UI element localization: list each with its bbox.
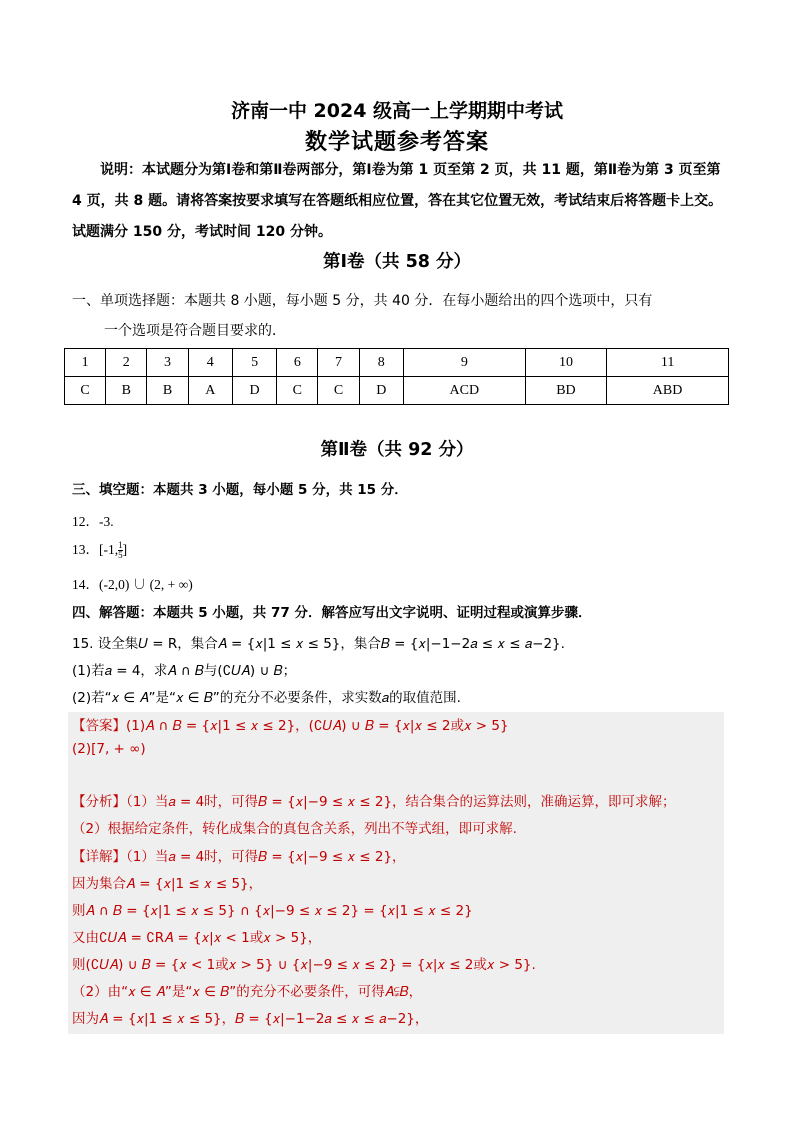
answer-line2: (2)[7, + ∞) [72, 741, 146, 757]
instructions-paragraph: 说明：本试题分为第Ⅰ卷和第Ⅱ卷两部分，第Ⅰ卷为第 1 页至第 2 页，共 11 题，第Ⅱ卷为第 3 页至第 4 页，共 8 题。请将答案按要求填写在答题纸相应位置，答在其它位置无效，考试结束后将答题卡上交。试题满分 150 分，考试时间 120 分钟。 [72, 162, 723, 240]
q15-part2: (2)若“𝑥 ∈ 𝐴”是“𝑥 ∈ 𝐵”的充分不必要条件，求实数𝑎的取值范围. [72, 690, 461, 706]
question-number-cell: 11 [607, 349, 729, 377]
analysis-line1 [72, 790, 676, 810]
answer-cell: ACD [403, 377, 525, 405]
answer-q13 [72, 538, 127, 560]
detail-tag: 【详解】 [72, 849, 126, 865]
question-number-cell: 5 [232, 349, 276, 377]
answer-cell: D [232, 377, 276, 405]
answer-text1: (1)𝐴 ∩ 𝐵 = {𝑥|1 ≤ 𝑥 ≤ 2}，(∁𝑈𝐴) ∪ 𝐵 = {𝑥|𝑥 ≤ 2或𝑥 > 5} [126, 718, 509, 734]
analysis-tag: 【分析】 [72, 794, 126, 810]
q15-stem: 15. 设全集𝑈 = R，集合𝐴 = {𝑥|1 ≤ 𝑥 ≤ 5}，集合𝐵 = {𝑥|−1−2𝑎 ≤ 𝑥 ≤ 𝑎−2}. [72, 636, 565, 652]
part2-heading: 第Ⅱ卷（共 92 分） [320, 440, 474, 460]
question-number-cell: 7 [318, 349, 359, 377]
answer-cell: A [188, 377, 232, 405]
answer-tag: 【答案】 [72, 718, 126, 734]
answer-cell: ABD [607, 377, 729, 405]
q13-fraction-denominator: 5 [118, 550, 123, 561]
part1-heading: 第Ⅰ卷（共 58 分） [322, 252, 472, 272]
choice-section-line2: 一个选项是符合题目要求的． [104, 323, 286, 339]
q15-part1: (1)若𝑎 = 4，求𝐴 ∩ 𝐵与(∁𝑈𝐴) ∪ 𝐵； [72, 663, 297, 679]
choice-section-heading [72, 286, 724, 346]
answer-cell: C [318, 377, 359, 405]
detail-line6: （2）由“𝑥 ∈ 𝐴”是“𝑥 ∈ 𝐵”的充分不必要条件，可得𝐴⫋𝐵， [72, 984, 423, 1000]
answer-q14: 14．(-2,0) ∪ (2, + ∞) [72, 577, 193, 592]
choice-section-line1: 一、单项选择题：本题共 8 小题，每小题 5 分，共 40 分．在每小题给出的四个选项中，只有 [72, 293, 653, 309]
detail-text1: （1）当𝑎 = 4时，可得𝐵 = {𝑥|−9 ≤ 𝑥 ≤ 2}， [126, 849, 406, 865]
detail-line1 [72, 845, 406, 865]
analysis-line2: （2）根据给定条件，转化成集合的真包含关系，列出不等式组，即可求解. [72, 821, 517, 837]
question-number-cell: 1 [65, 349, 106, 377]
question-number-cell: 2 [106, 349, 147, 377]
fill-section-heading: 三、填空题：本题共 3 小题，每小题 5 分，共 15 分． [72, 482, 408, 498]
q13-fraction-numerator: 1 [118, 540, 123, 551]
question-number-cell: 8 [359, 349, 403, 377]
answer-cell: C [277, 377, 318, 405]
q13-suffix: ] [122, 542, 128, 557]
answer-cell: D [359, 377, 403, 405]
answer-cell: C [65, 377, 106, 405]
question-number-cell: 10 [525, 349, 606, 377]
answer-table-answer-row [65, 377, 729, 405]
answer-table-number-row [65, 349, 729, 377]
answer-line1 [72, 714, 509, 734]
document-subtitle: 数学试题参考答案 [304, 130, 489, 155]
detail-line3: 则𝐴 ∩ 𝐵 = {𝑥|1 ≤ 𝑥 ≤ 5} ∩ {𝑥|−9 ≤ 𝑥 ≤ 2} = {𝑥|1 ≤ 𝑥 ≤ 2} [72, 903, 473, 919]
q13-prefix: 13．[-1, [72, 542, 119, 557]
answer-table [64, 348, 729, 405]
answer-q12: 12．-3. [72, 514, 114, 529]
question-number-cell: 4 [188, 349, 232, 377]
detail-line4: 又由∁𝑈𝐴 = ∁R𝐴 = {𝑥|𝑥 < 1或𝑥 > 5}， [72, 930, 322, 946]
answer-cell: B [106, 377, 147, 405]
answer-cell: BD [525, 377, 606, 405]
question-number-cell: 9 [403, 349, 525, 377]
solve-section-heading: 四、解答题：本题共 5 小题，共 77 分．解答应写出文字说明、证明过程或演算步骤． [72, 605, 592, 621]
detail-line2: 因为集合𝐴 = {𝑥|1 ≤ 𝑥 ≤ 5}， [72, 876, 263, 892]
detail-line5: 则(∁𝑈𝐴) ∪ 𝐵 = {𝑥 < 1或𝑥 > 5} ∪ {𝑥|−9 ≤ 𝑥 ≤ 2} = {𝑥|𝑥 ≤ 2或𝑥 > 5}. [72, 957, 536, 973]
detail-line7: 因为𝐴 = {𝑥|1 ≤ 𝑥 ≤ 5}，𝐵 = {𝑥|−1−2𝑎 ≤ 𝑥 ≤ 𝑎−2}， [72, 1011, 429, 1027]
question-number-cell: 3 [147, 349, 188, 377]
document-title: 济南一中 2024 级高一上学期期中考试 [230, 100, 564, 122]
question-number-cell: 6 [277, 349, 318, 377]
answer-cell: B [147, 377, 188, 405]
analysis-text1: （1）当𝑎 = 4时，可得𝐵 = {𝑥|−9 ≤ 𝑥 ≤ 2}，结合集合的运算法则，准确运算，即可求解； [126, 794, 676, 810]
